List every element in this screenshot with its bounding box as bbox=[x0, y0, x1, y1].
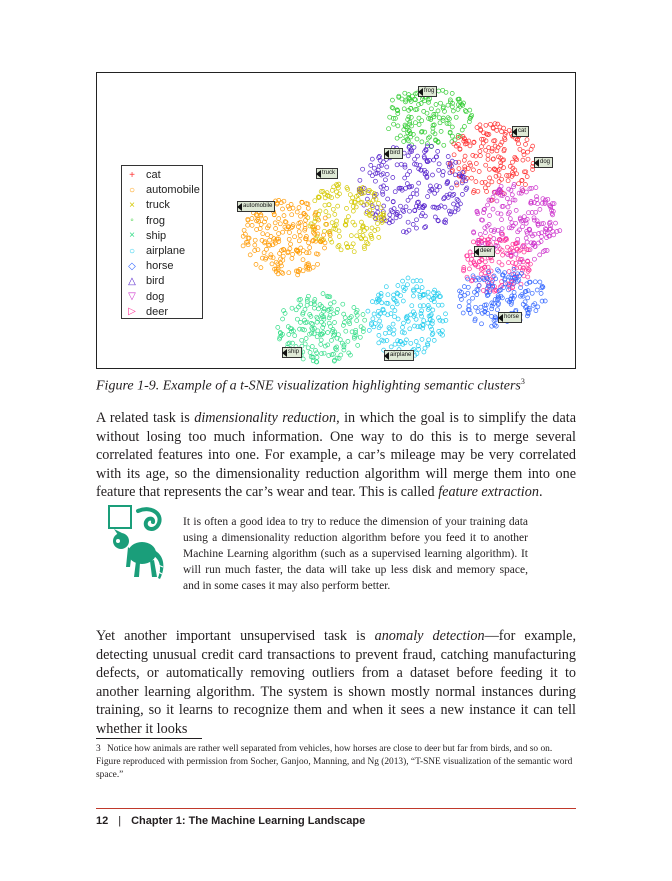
legend-label: airplane bbox=[146, 244, 186, 257]
legend-symbol-icon: △ bbox=[128, 275, 136, 287]
legend-item bbox=[122, 229, 202, 244]
legend-label: frog bbox=[146, 214, 165, 227]
legend-item bbox=[122, 183, 202, 198]
legend-symbol-icon: ◦ bbox=[130, 215, 134, 227]
legend-symbol-icon: ○ bbox=[128, 245, 136, 257]
legend-symbol-icon: ▷ bbox=[128, 306, 136, 318]
tag-truck: truck bbox=[316, 168, 338, 179]
legend-label: ship bbox=[146, 229, 167, 242]
legend-symbol-icon: ○ bbox=[128, 184, 136, 196]
cluster-airplane bbox=[366, 276, 448, 359]
footnote-rule bbox=[96, 738, 202, 739]
figure-legend bbox=[121, 165, 203, 319]
legend-label: automobile bbox=[146, 184, 200, 197]
legend-item bbox=[122, 168, 202, 183]
paragraph-dimensionality-reduction: A related task is dimensionality reduction, in which the goal is to simplify the data without losing too much information. One way to do this is to merge several correlated features into one. For example, a car’s mileage may be very correlated with its age, so the dimensionality reduction algorithm will merge them into one feature that represents the car’s wear and tear. This is called feature extraction. bbox=[96, 410, 576, 501]
figure-caption: Figure 1-9. Example of a t-SNE visualization highlighting semantic clusters$^3$ bbox=[96, 377, 525, 394]
legend-item bbox=[122, 244, 202, 259]
legend-symbol-icon: × bbox=[129, 199, 135, 211]
legend-label: bird bbox=[146, 275, 165, 288]
page-footer: 12 | Chapter 1: The Machine Learning Landscape bbox=[96, 815, 366, 827]
footnote: 3 Notice how animals are rather well separated from vehicles, how horses are close to deer but far from birds, and so on. Figure reproduced with permission from Socher, Ganjoo, Manning, and Ng (2013), “T-SNE visualization of the semantic word space.” bbox=[96, 744, 573, 781]
legend-symbol-icon: ◇ bbox=[128, 260, 136, 272]
tag-airplane: airplane bbox=[384, 350, 414, 361]
legend-item bbox=[122, 259, 202, 274]
page-number: 12 bbox=[96, 815, 109, 827]
cluster-bird bbox=[357, 144, 469, 234]
cluster-deer bbox=[462, 232, 533, 293]
legend-item bbox=[122, 305, 202, 320]
legend-item bbox=[122, 274, 202, 289]
legend-symbol-icon: × bbox=[129, 230, 135, 242]
legend-label: truck bbox=[146, 199, 170, 212]
lemur-icon bbox=[108, 505, 170, 585]
tag-dog: dog bbox=[534, 157, 553, 168]
paragraph-anomaly-detection: Yet another important unsupervised task is anomaly detection—for example, detecting unusual credit card transactions to prevent fraud, catching manufacturing defects, or automatically removing outliers from a dataset before feeding it to another learning algorithm. The system is shown mostly normal instances during training, so it learns to recognize them and when it sees a new instance it can tell whether it looks bbox=[96, 628, 577, 737]
legend-symbol-icon: + bbox=[129, 169, 135, 181]
tag-ship: ship bbox=[282, 347, 302, 358]
legend-label: deer bbox=[146, 305, 169, 318]
legend-item bbox=[122, 198, 202, 213]
tag-cat: cat bbox=[512, 126, 529, 137]
legend-label: horse bbox=[146, 260, 174, 273]
legend-label: cat bbox=[146, 169, 161, 181]
tag-bird: bird bbox=[384, 148, 403, 159]
chapter-title: Chapter 1: The Machine Learning Landscape bbox=[131, 815, 366, 827]
legend-item bbox=[122, 290, 202, 305]
tip-note: It is often a good idea to try to reduce the dimension of your training data using a dimensionality reduction algorithm before you feed it to another Machine Learning algorithm (such as a supervised learning algorithm). It will run much faster, the data will take up less disk and memory space, and in some cases it may also perform better. bbox=[183, 516, 528, 592]
tag-deer: deer bbox=[474, 246, 495, 257]
legend-label: dog bbox=[146, 290, 165, 303]
tag-automobile: automobile bbox=[237, 201, 275, 212]
tag-frog: frog bbox=[418, 86, 437, 97]
legend-item bbox=[122, 214, 202, 229]
tag-horse: horse bbox=[498, 312, 522, 323]
footer-rule bbox=[96, 808, 576, 809]
legend-symbol-icon: ▽ bbox=[128, 291, 136, 303]
